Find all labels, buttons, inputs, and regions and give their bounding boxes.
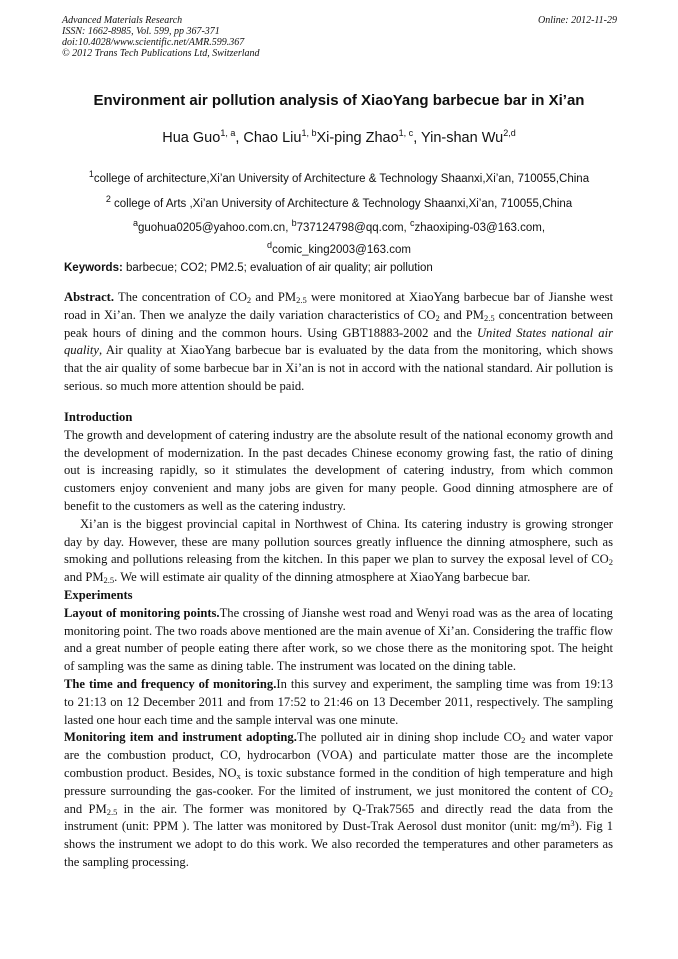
subscript: 2 <box>608 557 613 568</box>
author-name: Chao Liu <box>243 129 302 146</box>
section-heading-introduction: Introduction <box>64 410 133 424</box>
paragraph-text: in the air. The former was monitored by Q-Trak7565 and directly read the data from the instrument (unit: PPM ). The latter was monitored by Dust-Trak Aerosol dust monitor (unit: mg/m <box>64 801 614 834</box>
paragraph-text: The crossing of Jianshe west road and Wenyi road was as the area of locating monitoring point. The two roads above mentioned are the main avenue of Xi’an. Considering the traffic flow and a great number of people eating there after work, so we chose there as the monitoring spot. The height of sampling was the same as dining table. The instrument was located on the dining table. <box>64 605 613 674</box>
paper-title: Environment air pollution analysis of XiaoYang barbecue bar in Xi’an <box>93 92 585 109</box>
abstract-text: and PM <box>439 307 484 322</box>
author-separator: , <box>413 129 421 146</box>
author-name: Xi-ping Zhao <box>316 129 399 146</box>
affiliation-1 <box>0 166 678 188</box>
email-address: comic_king2003@163.com <box>272 243 411 256</box>
abstract-text: , Air quality at XiaoYang barbecue bar is evaluated by the data from the monitoring, which shows that the air quality of some barbecue bar in Xi’an is not in accord with the national standard. Air pollution is serious. so much more attention should be paid. <box>64 343 613 393</box>
paragraph: The growth and development of catering industry are the absolute result of the national economy growth and the development of modernization. In the past decades Chinese economy growing fast, the ratio of dining out is increasing rapidly, so it stimulates the development of catering industry, from which common customers enjoy convenient and many jobs are given for many people. Good dinning atmosphere are of benefit to the customers as well as the catering industry. <box>64 427 613 513</box>
journal-name: Advanced Materials Research <box>62 15 183 26</box>
subscript: 2.5 <box>106 806 118 817</box>
keywords-text: barbecue; CO2; PM2.5; evaluation of air quality; air pollution <box>122 262 433 274</box>
affiliation-text: college of Arts ,Xi’an University of Architecture & Technology Shaanxi,Xi’an, 710055,China <box>110 197 573 210</box>
author-separator: , <box>235 129 244 146</box>
paragraph <box>64 605 613 676</box>
email-mark: b <box>291 218 297 228</box>
paragraph-text: and PM <box>64 570 104 585</box>
paragraph-text: In this survey and experiment, the sampling time was from 19:13 to 21:13 on 12 December 2011 and from 17:52 to 21:46 on 13 December 2011, respectively. The sampling lasted one hour each time and the sample interval was one minute. <box>64 676 614 727</box>
abstract <box>64 289 613 396</box>
doi-line: doi:10.4028/www.scientific.net/AMR.599.367 <box>62 37 245 48</box>
copyright-line: © 2012 Trans Tech Publications Ltd, Switzerland <box>62 48 260 59</box>
keywords-label: Keywords: <box>64 262 123 274</box>
main-body <box>64 409 613 872</box>
abstract-text: and PM <box>251 290 297 304</box>
paragraph-text: and PM <box>64 801 107 816</box>
subscript: 2.5 <box>296 295 307 305</box>
affiliation-2 <box>0 191 678 213</box>
issn-line: ISSN: 1662-8985, Vol. 599, pp 367-371 <box>62 26 220 37</box>
author-list <box>0 128 678 146</box>
affiliation-mark: 2 <box>105 194 111 204</box>
run-in-heading: Layout of monitoring points. <box>64 605 220 620</box>
author-affiliation-mark: 2,d <box>503 128 516 138</box>
paragraph-text: ). Fig 1 shows the instrument we adopt to do this work. We also recorded the temperatures and other parameters as the sampling processing. <box>64 819 613 869</box>
author-name: Yin-shan Wu <box>420 129 504 146</box>
keywords <box>64 262 433 274</box>
author-name: Hua Guo <box>162 129 221 146</box>
affiliation-mark: 1 <box>88 169 94 179</box>
email-address: guohua0205@yahoo.com.cn, <box>137 221 292 234</box>
email-address: zhaoxiping-03@163.com, <box>414 221 546 234</box>
author-affiliation-mark: 1, c <box>398 128 414 138</box>
abstract-text: concentration between peak hours of dining and the common hours. Using GBT18883-2002 and the <box>64 307 613 340</box>
subscript: 2 <box>521 735 526 746</box>
affiliation-text: college of architecture,Xi’an University of Architecture & Technology Shaanxi,Xi’an, 710055,China <box>93 172 590 185</box>
subscript: 2.5 <box>484 312 495 323</box>
email-mark: c <box>409 218 415 228</box>
author-affiliation-mark: 1, a <box>220 128 236 138</box>
journal-header <box>62 15 617 59</box>
run-in-heading: Monitoring item and instrument adopting. <box>64 730 297 745</box>
email-mark: a <box>132 218 138 228</box>
subscript: 2 <box>435 312 440 323</box>
abstract-label: Abstract. <box>64 290 115 304</box>
paragraph-text: is toxic substance formed in the condition of high temperature and high pressure surrounding the gas-cooker. For the limited of instrument, we just monitored the content of CO <box>64 765 613 798</box>
author-emails <box>0 215 678 259</box>
paragraph <box>64 676 613 729</box>
abstract-italic-text: United States national air quality <box>64 325 613 358</box>
online-date: Online: 2012-11-29 <box>538 15 617 26</box>
paragraph-text: and water vapor are the combustion product, CO, hydrocarbon (VOA) and particulate matter those are the incomplete combustion product. Besides, NO <box>64 730 613 780</box>
subscript: 2 <box>608 788 613 799</box>
subscript: 2 <box>246 295 252 305</box>
abstract-text: The concentration of CO <box>114 290 247 304</box>
paragraph-text: The polluted air in dining shop include CO <box>296 730 522 745</box>
author-affiliation-mark: 1, b <box>301 128 317 138</box>
paragraph <box>64 729 613 871</box>
email-address: 737124798@qq.com, <box>296 221 410 234</box>
abstract-text: were monitored at XiaoYang barbecue bar of Jianshe west road in Xi’an. Then we analyze the daily variation characteristics of CO <box>64 290 614 322</box>
section-heading-experiments: Experiments <box>64 587 133 602</box>
superscript: 3 <box>570 818 575 829</box>
email-mark: d <box>267 239 273 250</box>
paragraph-text: Xi’an is the biggest provincial capital in Northwest of China. Its catering industry is growing stronger day by day. However, these are many pollution sources greatly influence the dinning atmosphere, such as smoking and pollutions releasing from the kitchen. In this paper we plan to survey the exposal level of CO <box>64 516 613 567</box>
subscript: 2.5 <box>103 575 115 586</box>
run-in-heading: The time and frequency of monitoring. <box>64 676 277 691</box>
paragraph <box>64 516 613 587</box>
subscript: x <box>236 770 241 781</box>
paragraph-text: . We will estimate air quality of the dinning atmosphere at XiaoYang barbecue bar. <box>114 570 531 585</box>
